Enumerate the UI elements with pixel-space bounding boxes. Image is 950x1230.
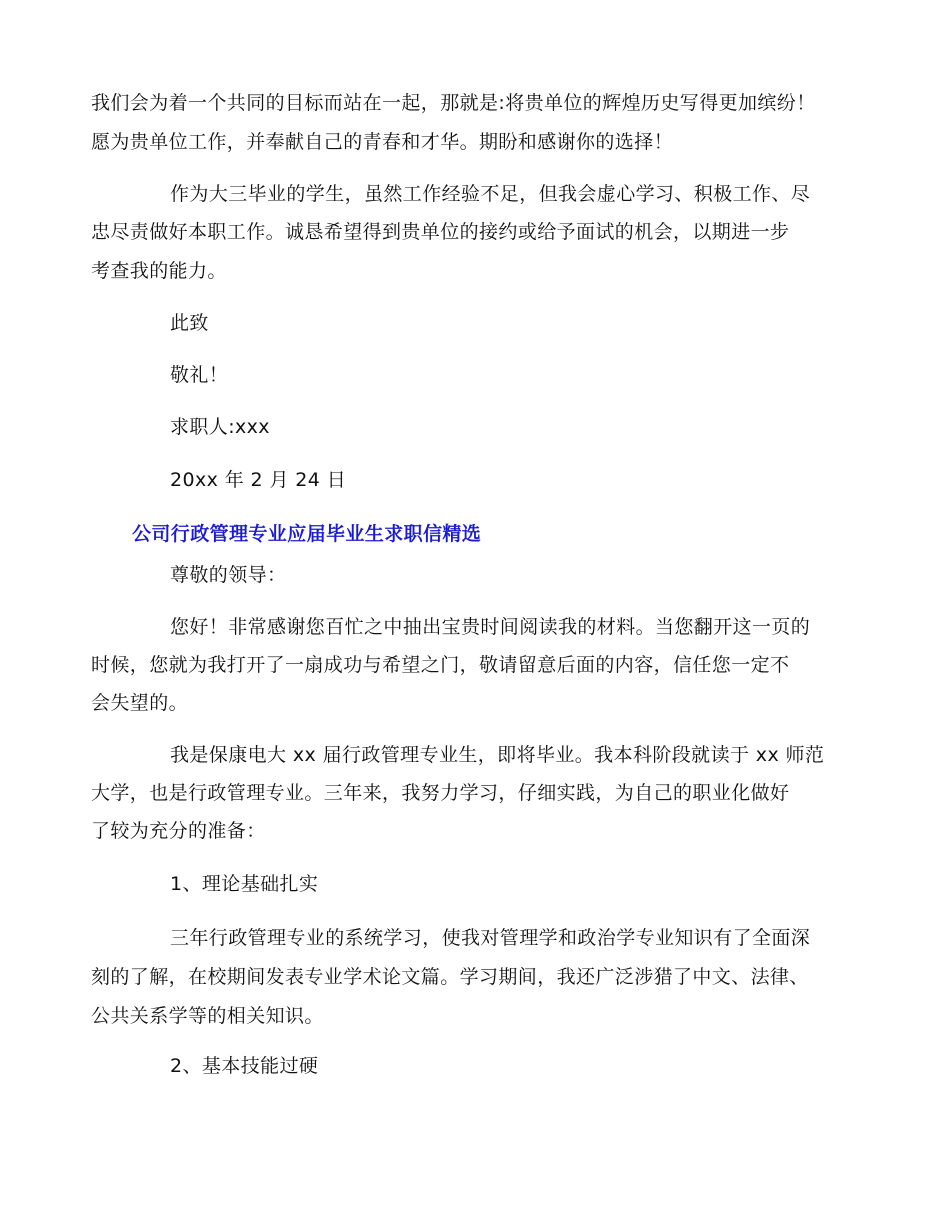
- greeting-line: 尊敬的领导：: [170, 564, 287, 586]
- signature-line: 求职人:xxx: [170, 416, 270, 438]
- paragraph-line: 您好！非常感谢您百忙之中抽出宝贵时间阅读我的材料。当您翻开这一页的: [170, 616, 811, 638]
- paragraph-line: 时候，您就为我打开了一扇成功与希望之门，敬请留意后面的内容，信任您一定不: [91, 654, 790, 676]
- paragraph-line: 公共关系学等的相关知识。: [91, 1005, 324, 1027]
- date-line: 20xx 年 2 月 24 日: [170, 469, 347, 491]
- closing-regards: 敬礼！: [170, 364, 229, 386]
- paragraph-line: 三年行政管理专业的系统学习，使我对管理学和政治学专业知识有了全面深: [170, 927, 811, 949]
- paragraph-line: 我是保康电大 xx 届行政管理专业生，即将毕业。我本科阶段就读于 xx 师范: [170, 744, 825, 766]
- paragraph-line: 我们会为着一个共同的目标而站在一起，那就是:将贵单位的辉煌历史写得更加缤纷！: [91, 92, 816, 114]
- paragraph-line: 忠尽责做好本职工作。诚恳希望得到贵单位的接约或给予面试的机会，以期进一步: [91, 221, 790, 243]
- paragraph-line: 刻的了解，在校期间发表专业学术论文篇。学习期间，我还广泛涉猎了中文、法律、: [91, 966, 809, 988]
- paragraph-line: 作为大三毕业的学生，虽然工作经验不足，但我会虚心学习、积极工作、尽: [170, 183, 811, 205]
- section-heading: 公司行政管理专业应届毕业生求职信精选: [132, 523, 482, 545]
- closing-salutation: 此致: [170, 312, 209, 334]
- paragraph-line: 大学，也是行政管理专业。三年来，我努力学习，仔细实践，为自己的职业化做好: [91, 782, 790, 804]
- paragraph-line: 考查我的能力。: [91, 260, 227, 282]
- paragraph-line: 愿为贵单位工作，并奉献自己的青春和才华。期盼和感谢你的选择！: [91, 131, 674, 153]
- numbered-subheading: 2、基本技能过硬: [170, 1055, 319, 1077]
- paragraph-line: 了较为充分的准备：: [91, 820, 266, 842]
- paragraph-line: 会失望的。: [91, 692, 189, 714]
- numbered-subheading: 1、理论基础扎实: [170, 873, 319, 895]
